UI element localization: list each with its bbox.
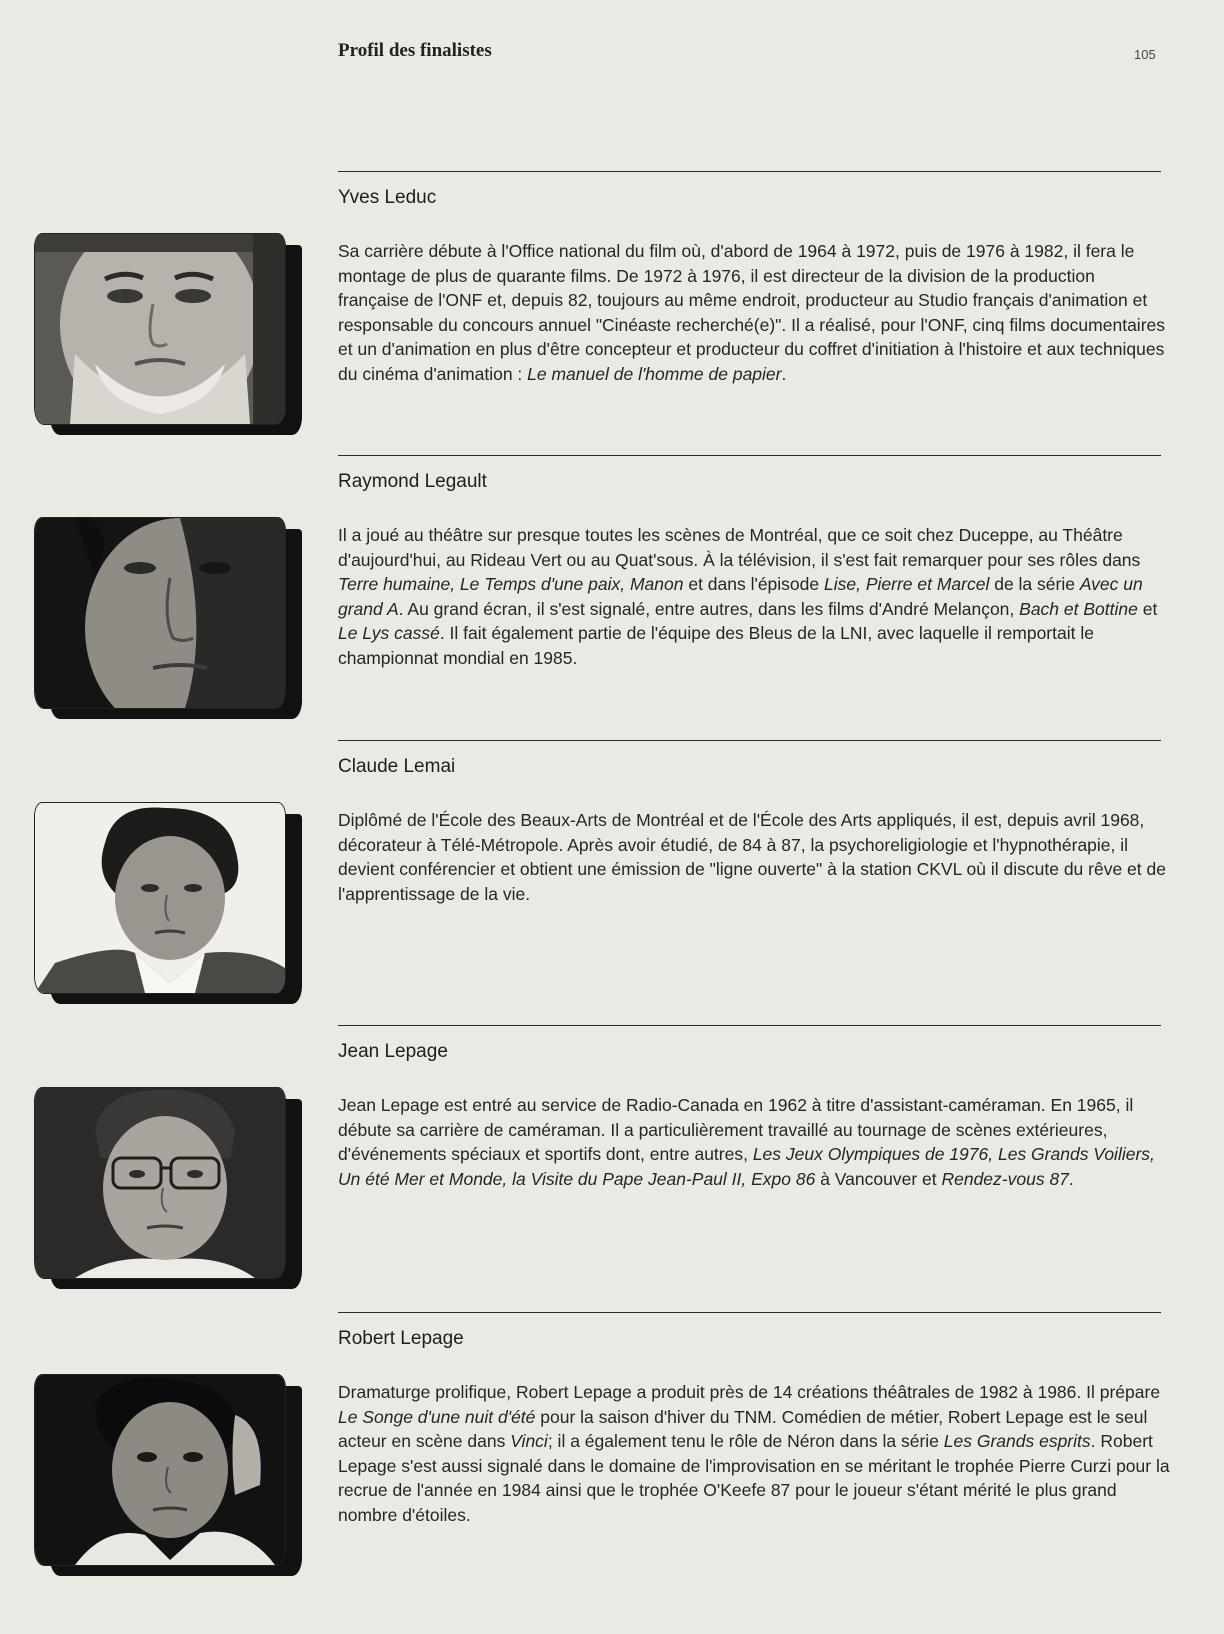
bio-text: et	[1137, 598, 1158, 619]
bio-text: .	[1068, 1168, 1074, 1189]
italic-title: Terre humaine, Le Temps d'une paix, Manon	[338, 574, 684, 595]
bio-text: à Vancouver et	[815, 1168, 942, 1189]
finalist-bio	[338, 1380, 1170, 1528]
divider	[338, 171, 1161, 172]
photo-frame	[34, 802, 286, 994]
italic-title: Lise, Pierre et Marcel	[824, 574, 990, 595]
bio-text: ; il a également tenu le rôle de Néron dans la série	[547, 1431, 944, 1452]
italic-title: Le Songe d'une nuit d'été	[338, 1406, 536, 1427]
finalist-name: Raymond Legault	[338, 471, 487, 492]
italic-title: Rendez-vous 87	[941, 1168, 1069, 1189]
portrait-photo	[34, 1374, 304, 1579]
bio-text: de la série	[989, 574, 1080, 595]
bio-text: pour la saison d'hiver du TNM. Comédien de métier, Robert Lepage est le seul acteur en scène dans	[338, 1406, 1148, 1452]
bio-text: Dramaturge prolifique, Robert Lepage a produit près de 14 créations théâtrales de 1982 à 1986. Il prépare	[338, 1382, 1161, 1402]
divider	[338, 1312, 1161, 1313]
bio-text: Diplômé de l'École des Beaux-Arts de Montréal et de l'École des Arts appliqués, il est, depuis avril 1968, décorateur à Télé-Métropole. Après avoir étudié, de 84 à 87, la psychoreligiologie et l'hypnothérapie, il devient conférencier et obtient une émission de "ligne ouverte" à la station CKVL où il discute du rêve et de l'apprentissage de la vie.	[338, 810, 1166, 904]
divider	[338, 455, 1161, 456]
man-with-glasses-portrait	[35, 1088, 285, 1278]
finalist-name: Jean Lepage	[338, 1041, 448, 1062]
portrait-photo	[34, 1087, 304, 1292]
finalist-bio	[338, 239, 1170, 387]
italic-title: Les Jeux Olympiques de 1976, Les Grands Voiliers, Un été Mer et Monde, la Visite du Pape Jean-Paul II, Expo 86	[338, 1144, 1155, 1189]
portrait-photo	[34, 233, 304, 438]
bio-text: .	[781, 363, 787, 384]
divider	[338, 1025, 1161, 1026]
portrait-photo	[34, 517, 304, 722]
finalist-name: Claude Lemai	[338, 756, 456, 777]
bio-text: Sa carrière débute à l'Office national du film où, d'abord de 1964 à 1972, puis de 1976 à 1982, il fera le montage de plus de quarante films. De 1972 à 1976, il est directeur de la division de la production française de l'ONF et, depuis 82, toujours au même endroit, producteur au Studio français d'animation et responsable du concours annuel "Cinéaste recherché(e)". Il a réalisé, pour l'ONF, cinq films documentaires et un d'animation en plus d'être concepteur et producteur du coffret d'initiation à l'histoire et aux techniques du cinéma d'animation :	[338, 241, 1166, 384]
bio-text: . Robert Lepage s'est aussi signalé dans le domaine de l'improvisation en se méritant le trophée Pierre Curzi pour la recrue de l'année en 1984 ainsi que le trophée O'Keefe 87 pour le joueur s'étant mérité le plus grand nombre d'étoiles.	[338, 1431, 1170, 1525]
finalist-name: Yves Leduc	[338, 187, 437, 208]
bearded-man-portrait	[35, 234, 285, 424]
finalist-bio	[338, 523, 1170, 671]
finalist-name: Robert Lepage	[338, 1328, 464, 1349]
page-number: 105	[1134, 47, 1156, 62]
italic-title: Bach et Bottine	[1019, 598, 1138, 619]
photo-frame	[34, 233, 286, 425]
photo-frame	[34, 1087, 286, 1279]
running-head: Profil des finalistes	[338, 40, 492, 61]
italic-title: Les Grands esprits	[943, 1431, 1091, 1452]
bio-text: Jean Lepage est entré au service de Radio-Canada en 1962 à titre d'assistant-caméraman. En 1965, il débute sa carrière de caméraman. Il a particulièrement travaillé au tournage de scènes extérieures, d'événements spéciaux et sportifs dont, entre autres,	[338, 1095, 1134, 1165]
divider	[338, 740, 1161, 741]
finalist-entry	[0, 1312, 1224, 1598]
finalist-entry	[0, 740, 1224, 1026]
portrait-photo	[34, 802, 304, 1007]
bio-text: . Au grand écran, il s'est signalé, entre autres, dans les films d'André Melançon,	[398, 598, 1020, 619]
italic-title: Le Lys cassé	[338, 623, 440, 644]
finalist-entry	[0, 171, 1224, 457]
close-up-man-portrait	[35, 518, 285, 708]
italic-title: Vinci	[510, 1431, 548, 1452]
finalist-entry	[0, 455, 1224, 741]
man-hand-at-ear-portrait	[35, 1375, 285, 1565]
finalist-entry	[0, 1025, 1224, 1311]
italic-title: Le manuel de l'homme de papier	[527, 363, 782, 384]
bio-text: . Il fait également partie de l'équipe des Bleus de la LNI, avec laquelle il remportait le championnat mondial en 1985.	[338, 623, 1094, 668]
finalist-bio	[338, 808, 1170, 906]
photo-frame	[34, 1374, 286, 1566]
curly-hair-man-portrait	[35, 803, 285, 993]
bio-text: et dans l'épisode	[683, 574, 824, 595]
bio-text: Il a joué au théâtre sur presque toutes les scènes de Montréal, que ce soit chez Duceppe, au Théâtre d'aujourd'hui, au Rideau Vert ou au Quat'sous. À la télévision, il s'est fait remarquer pour ses rôles dans	[338, 525, 1141, 570]
finalist-bio	[338, 1093, 1170, 1191]
photo-frame	[34, 517, 286, 709]
italic-title: Avec un grand A	[338, 574, 1143, 619]
